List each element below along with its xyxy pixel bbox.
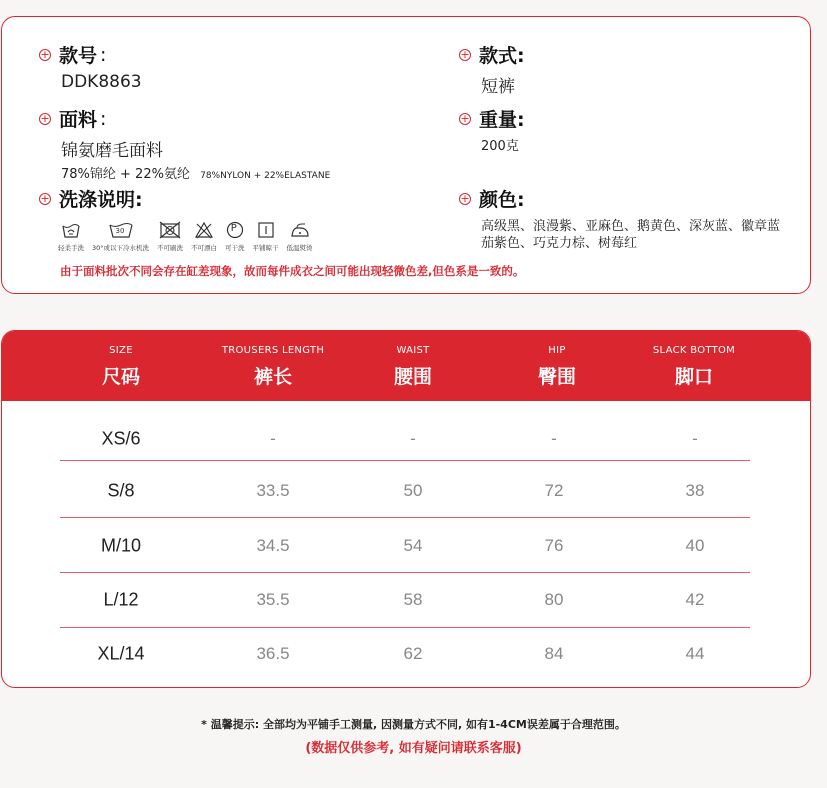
low-iron-icon [289, 220, 311, 240]
care-item-label: 30°或以下冷水机洗 [92, 244, 150, 252]
gentle-hand-wash-icon [61, 220, 81, 240]
fabric-composition [61, 163, 330, 182]
care-label: 洗涤说明: [59, 189, 143, 211]
table-row: M/10 34.5 54 76 40 [100, 535, 705, 556]
care-item-label: 低温熨烫 [286, 244, 313, 252]
color-options [481, 218, 780, 252]
style-number-label: 款号 [59, 45, 98, 67]
column-header-slack-bottom: SLACK BOTTOM 脚口 [652, 345, 736, 388]
table-row: S/8 33.5 50 72 38 [107, 480, 705, 501]
table-row: XS/6 - - - - [101, 428, 698, 449]
plus-circle-icon: + [40, 191, 50, 205]
fabric-colon: : [100, 107, 107, 130]
fabric-composition-en: 78%NYLON + 22%ELASTANE [200, 171, 331, 181]
type-label: 款式: [479, 45, 525, 67]
fabric-label: 面料 [59, 109, 98, 131]
color-options-line2: 茄紫色、巧克力棕、树莓红 [481, 236, 638, 251]
style-number-value: DDK8863 [61, 72, 142, 92]
dry-clean-p-icon: P [226, 220, 244, 240]
table-row: L/12 35.5 58 80 42 [103, 589, 705, 610]
care-item-label: 平铺晾干 [252, 244, 279, 252]
weight-value: 200克 [481, 139, 519, 154]
reference-note: (数据仅供参考, 如有疑问请联系客服) [305, 741, 522, 756]
size-table-card [1, 330, 811, 688]
column-header-size: SIZE 尺码 [101, 345, 141, 388]
care-item [191, 220, 217, 252]
care-item [92, 220, 149, 252]
fabric-value: 锦氨磨毛面料 [61, 141, 163, 161]
column-header-trousers-length: TROUSERS LENGTH 裤长 [221, 345, 325, 388]
flat-dry-icon [257, 220, 275, 240]
color-field [459, 185, 780, 252]
row-divider [60, 517, 750, 518]
color-options-line1: 高级黑、浪漫紫、亚麻色、鹅黄色、深灰蓝、徽章蓝 [481, 219, 781, 234]
no-bleach-icon [194, 220, 214, 240]
plus-circle-icon: + [460, 47, 470, 61]
care-icons-row [58, 220, 321, 252]
care-item [157, 220, 183, 252]
fabric-composition-cn: 78%锦纶 + 22%氨纶 [61, 167, 190, 182]
machine-wash-30-icon: 30 [108, 220, 134, 240]
style-number-colon: : [100, 43, 107, 66]
no-tumble-dry-icon [158, 220, 182, 240]
column-header-waist: WAIST 腰围 [393, 345, 433, 388]
weight-label: 重量: [479, 109, 525, 131]
plus-circle-icon: + [40, 111, 50, 125]
care-item-label: 不可漂白 [191, 244, 218, 252]
fabric-field [39, 105, 330, 182]
plus-circle-icon: + [460, 191, 470, 205]
plus-circle-icon: + [40, 47, 50, 61]
care-item-label: 可干洗 [225, 244, 245, 252]
plus-circle-icon: + [460, 111, 470, 125]
care-field [39, 185, 321, 252]
column-header-hip: HIP 臀围 [537, 345, 577, 388]
type-value: 短裤 [481, 77, 515, 97]
measurement-note: * 温馨提示: 全部均为平铺手工测量, 因测量方式不同, 如有1-4CM误差属于合理范围。 [201, 718, 626, 731]
product-info-card [1, 16, 811, 294]
table-row: XL/14 36.5 62 84 44 [97, 643, 705, 664]
color-disclaimer: 由于面料批次不同会存在缸差现象，故而每件成衣之间可能出现轻微色差,但色系是一致的。 [60, 264, 525, 278]
care-item [225, 220, 245, 252]
color-label: 颜色: [479, 189, 525, 211]
weight-field [459, 105, 525, 155]
style-number-field [39, 41, 142, 92]
care-item [58, 220, 84, 252]
care-item-label: 不可刷洗 [157, 244, 184, 252]
size-table-header [2, 331, 810, 401]
care-item-label: 轻柔手洗 [58, 244, 84, 252]
care-item [253, 220, 279, 252]
row-divider [60, 460, 750, 461]
type-field [459, 41, 525, 97]
care-item [287, 220, 313, 252]
